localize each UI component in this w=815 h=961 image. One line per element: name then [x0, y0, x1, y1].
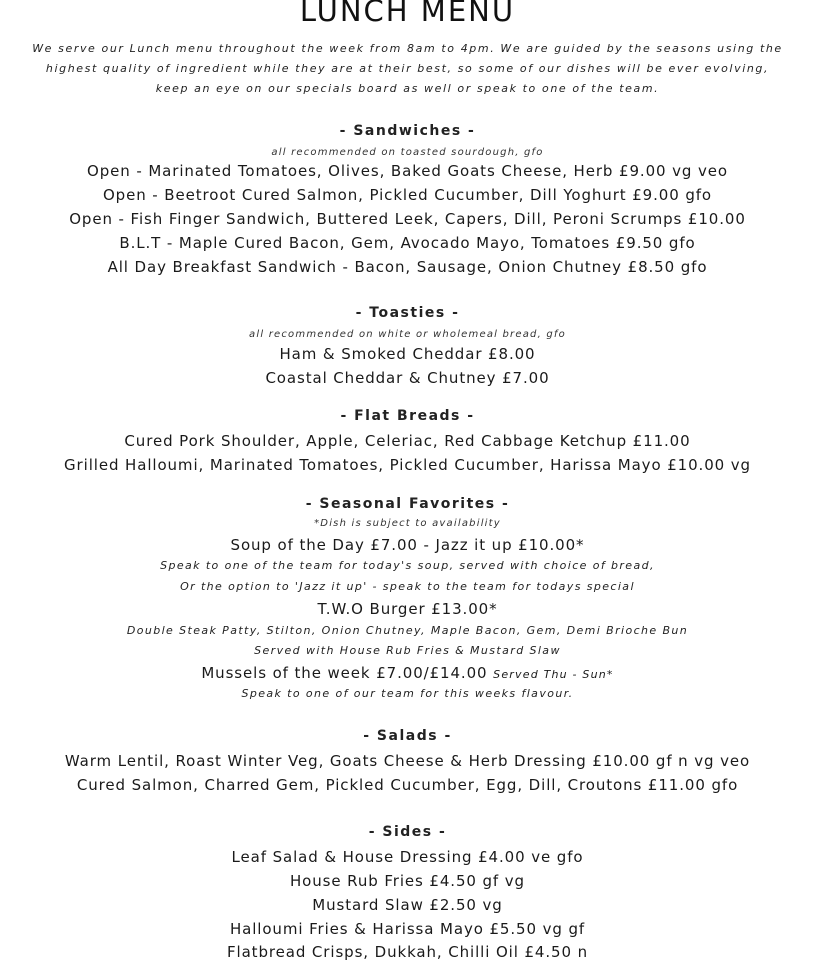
mussels-item: Mussels of the week £7.00/£14.00 [201, 664, 488, 682]
menu-item: Flatbread Crisps, Dukkah, Chilli Oil £4.50 n [227, 943, 588, 961]
toasties-note: all recommended on white or wholemeal bread, gfo [249, 329, 566, 340]
menu-item: Open - Fish Finger Sandwich, Buttered Leek, Capers, Dill, Peroni Scrumps £10.00 [69, 210, 746, 228]
sides-heading: - Sides - [368, 824, 447, 840]
menu-item: T.W.O Burger £13.00* [317, 600, 498, 618]
sandwiches-heading: - Sandwiches - [339, 123, 476, 139]
menu-title: LUNCH MENU [299, 0, 516, 28]
salads-heading: - Salads - [363, 728, 452, 744]
menu-item: All Day Breakfast Sandwich - Bacon, Sausage, Onion Chutney £8.50 gfo [107, 258, 708, 276]
item-description: Double Steak Patty, Stilton, Onion Chutney, Maple Bacon, Gem, Demi Brioche Bun [126, 624, 689, 637]
menu-item [0, 664, 815, 682]
menu-item: Coastal Cheddar & Chutney £7.00 [265, 369, 550, 387]
menu-item: Grilled Halloumi, Marinated Tomatoes, Pickled Cucumber, Harissa Mayo £10.00 vg [64, 456, 751, 474]
menu-item: House Rub Fries £4.50 gf vg [290, 872, 525, 890]
item-description: Served with House Rub Fries & Mustard Slaw [254, 644, 561, 657]
item-description: Speak to one of the team for today's soup, served with choice of bread, [160, 559, 655, 572]
menu-item: B.L.T - Maple Cured Bacon, Gem, Avocado Mayo, Tomatoes £9.50 gfo [119, 234, 696, 252]
toasties-heading: - Toasties - [355, 305, 460, 321]
menu-item: Cured Salmon, Charred Gem, Pickled Cucumber, Egg, Dill, Croutons £11.00 gfo [76, 776, 739, 794]
sandwiches-note: all recommended on toasted sourdough, gfo [271, 147, 544, 158]
menu-item: Soup of the Day £7.00 - Jazz it up £10.00* [230, 536, 585, 554]
menu-item: Open - Marinated Tomatoes, Olives, Baked Goats Cheese, Herb £9.00 vg veo [87, 162, 728, 180]
menu-item: Ham & Smoked Cheddar £8.00 [279, 345, 536, 363]
flat-breads-heading: - Flat Breads - [340, 408, 475, 424]
intro-text: We serve our Lunch menu throughout the week from 8am to 4pm. We are guided by the seasons using the highest quality of ingredient while they are at their best, so some of our dishes will be ever evolving, keep an eye on our specials board as well or speak to one of the team. [32, 42, 783, 95]
seasonal-note: *Dish is subject to availability [314, 518, 501, 529]
mussels-availability: Served Thu - Sun* [493, 668, 614, 681]
menu-item: Cured Pork Shoulder, Apple, Celeriac, Red Cabbage Ketchup £11.00 [124, 432, 691, 450]
menu-item: Mustard Slaw £2.50 vg [312, 896, 503, 914]
menu-item: Open - Beetroot Cured Salmon, Pickled Cucumber, Dill Yoghurt £9.00 gfo [102, 186, 713, 204]
seasonal-heading: - Seasonal Favorites - [305, 496, 510, 512]
item-description: Or the option to 'Jazz it up' - speak to the team for todays special [180, 580, 635, 593]
menu-item: Halloumi Fries & Harissa Mayo £5.50 vg gf [229, 920, 586, 938]
menu-item: Warm Lentil, Roast Winter Veg, Goats Cheese & Herb Dressing £10.00 gf n vg veo [64, 752, 751, 770]
item-description: Speak to one of our team for this weeks flavour. [241, 687, 574, 700]
menu-item: Leaf Salad & House Dressing £4.00 ve gfo [231, 848, 584, 866]
